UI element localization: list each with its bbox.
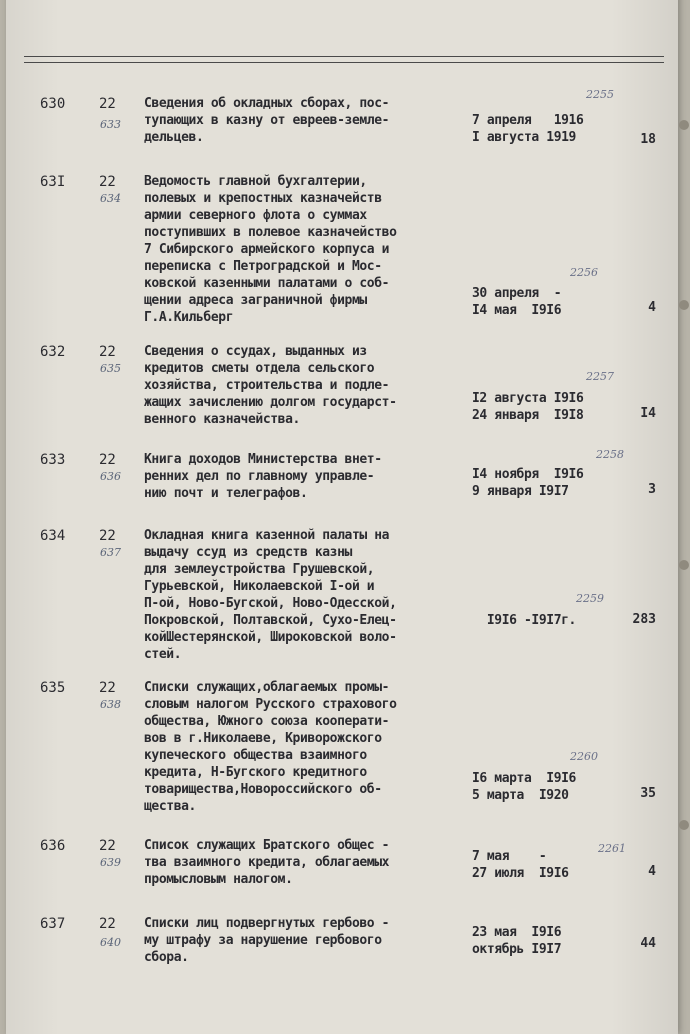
fond-number: 22: [99, 96, 116, 112]
old-number: 640: [100, 936, 121, 949]
entry-number: 634: [40, 528, 66, 544]
entry-number: 633: [40, 452, 66, 468]
entry-description: Ведомость главной бухгалтерии, полевых и крепостных казначейств армии северного флота о суммах поступивших в полевое казначейство 7 Сибирского армейского корпуса и переписка с Петроградской и Мос- ковской казенными палатами о соб- щении адреса заграничной фирмы Г.А.Кильберг: [144, 174, 397, 325]
entry-dates: 23 мая I9I6 октябрь I9I7: [472, 925, 562, 957]
entry-dates: I9I6 -I9I7г.: [472, 613, 576, 628]
entry-dates: 7 мая - 27 июля I9I6: [472, 849, 569, 881]
entry-description: Сведения о ссудах, выданных из кредитов сметы отдела сельского хозяйства, строительства и подле- жащих зачислению долгом государст- венного казначейства.: [144, 344, 397, 427]
entry-dates: I6 марта I9I6 5 марта I920: [472, 771, 576, 803]
fond-number: 22: [99, 452, 116, 468]
header-rule-bottom: [24, 62, 664, 63]
page-count: 4: [648, 864, 656, 879]
fond-number: 22: [99, 174, 116, 190]
old-number: 636: [100, 470, 121, 483]
binding-hole: [679, 820, 689, 830]
fond-number: 22: [99, 528, 116, 544]
fond-number: 22: [99, 916, 116, 932]
entry-number: 63I: [40, 174, 66, 190]
fond-number: 22: [99, 680, 116, 696]
entry-number: 632: [40, 344, 66, 360]
entry-description: Списки служащих,облагаемых промы- словым налогом Русского страхового общества, Южного союза кооперати- вов в г.Николаеве, Криворожского купеческого общества взаимного кредита, Н-Бугского кредитного товарищества,Новороссийского об- щества.: [144, 680, 397, 814]
page-count: 3: [648, 482, 656, 497]
old-number: 633: [100, 118, 121, 131]
entry-description: Список служащих Братского общес - тва взаимного кредита, облагаемых промысловым налогом.: [144, 838, 390, 887]
page-count: 44: [640, 936, 656, 951]
entry-description: Окладная книга казенной палаты на выдачу ссуд из средств казны для землеустройства Грушевской, Гурьевской, Николаевской I-ой и П-ой, Ново-Бугской, Ново-Одесской, Покровской, Полтавской, Сухо-Елец- койШестерянской, Широковской воло- стей.: [144, 528, 397, 662]
archive-number-annotation: 2255: [586, 88, 614, 101]
entry-number: 636: [40, 838, 66, 854]
old-number: 638: [100, 698, 121, 711]
binding-hole: [679, 560, 689, 570]
archive-number-annotation: 2258: [596, 448, 624, 461]
entry-number: 635: [40, 680, 66, 696]
page-count: 18: [640, 132, 656, 147]
header-rule-top: [24, 56, 664, 57]
archive-number-annotation: 2259: [576, 592, 604, 605]
old-number: 639: [100, 856, 121, 869]
fond-number: 22: [99, 344, 116, 360]
old-number: 635: [100, 362, 121, 375]
page-count: 4: [648, 300, 656, 315]
entry-dates: 30 апреля - I4 мая I9I6: [472, 286, 562, 318]
page-count: I4: [640, 406, 656, 421]
entry-dates: 7 апреля 1916 I августа 1919: [472, 113, 584, 145]
entry-description: Книга доходов Министерства внет- ренних дел по главному управле- нию почт и телеграфов.: [144, 452, 382, 501]
archive-number-annotation: 2260: [570, 750, 598, 763]
entry-description: Списки лиц подвергнутых гербово - му штрафу за нарушение гербового сбора.: [144, 916, 390, 965]
entry-dates: I4 ноября I9I6 9 января I9I7: [472, 467, 584, 499]
archive-number-annotation: 2257: [586, 370, 614, 383]
entry-number: 630: [40, 96, 66, 112]
page-count: 283: [632, 612, 656, 627]
binding-hole: [679, 120, 689, 130]
fond-number: 22: [99, 838, 116, 854]
entry-dates: I2 августа I9I6 24 января I9I8: [472, 391, 584, 423]
old-number: 634: [100, 192, 121, 205]
page-count: 35: [640, 786, 656, 801]
binding-hole: [679, 300, 689, 310]
archive-number-annotation: 2261: [598, 842, 626, 855]
archive-number-annotation: 2256: [570, 266, 598, 279]
entry-number: 637: [40, 916, 66, 932]
entry-description: Сведения об окладных сборах, пос- тупающих в казну от евреев-земле- дельцев.: [144, 96, 390, 145]
old-number: 637: [100, 546, 121, 559]
